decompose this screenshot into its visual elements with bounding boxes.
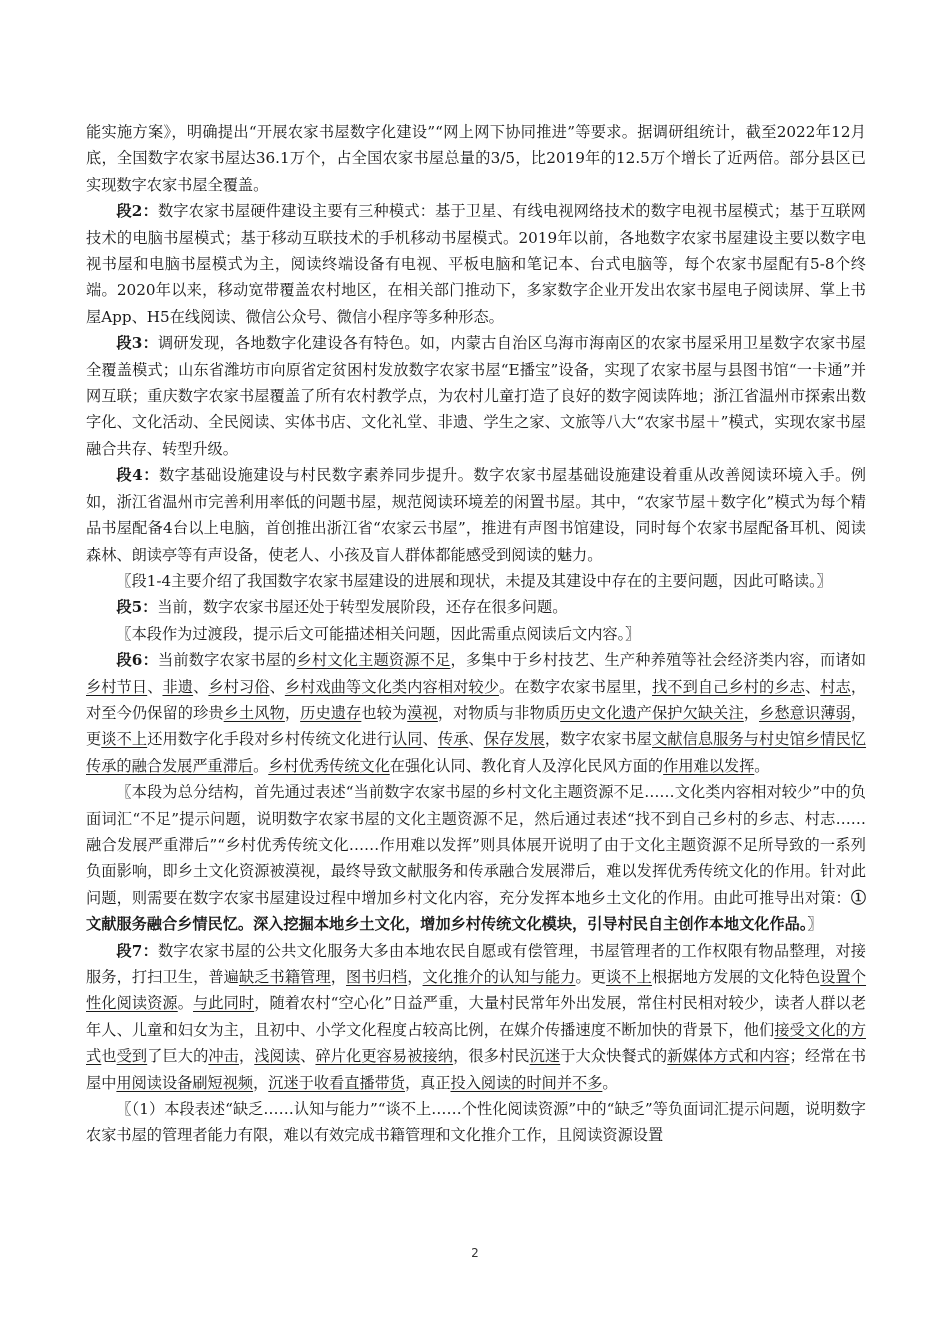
underlined-phrase: 碎片化更容易被接纳 bbox=[315, 1047, 454, 1066]
underlined-phrase: 找不到自己乡村的乡志 bbox=[651, 677, 805, 696]
underlined-phrase: 沉迷于收看直播带货 bbox=[268, 1073, 405, 1092]
underlined-phrase: 村志 bbox=[820, 677, 851, 696]
underlined-phrase: 缺乏书籍管理 bbox=[238, 968, 331, 986]
annotation-5: 〖本段作为过渡段，提示后文可能描述相关问题，因此需重点阅读后文内容。〗 bbox=[116, 624, 641, 643]
paragraph-7: 段7：数字农家书屋的公共文化服务大多由本地农民自愿或有偿管理，书屋管理者的工作权限有物品整理，对接服务，打扫卫生，普遍缺乏书籍管理，图书归档，文化推介的认知与能力。更谈不上根据地方发展的文化特色设置个性化阅读资源。与此同时，随着农村“空心化”日益严重，大量村民常年外出发展，常住村民相对较少，读者人群以老年人、儿童和妇女为主，且初中、小学文化程度占较高比例，在媒介传播速度不断加快的背景下，他们接受文化的方式也受到了巨大的冲击，浅阅读、碎片化更容易被接纳，很多村民沉迷于大众快餐式的新媒体方式和内容；经常在书屋中用阅读设备刷短视频，沉迷于收看直播带货，真正投入阅读的时间并不多。 bbox=[86, 941, 867, 1092]
underlined-phrase: 认同 bbox=[391, 730, 423, 749]
paragraph-label: 段2： bbox=[116, 202, 158, 221]
annotation-6: 〖本段为总分结构，首先通过表述“当前数字农家书屋的乡村文化主题资源不足……文化类内容相对较少”中的负面词汇“不足”提示问题，说明数字农家书屋的文化主题资源不足，然后通过表述“找不到自己乡村的乡志、村志……融合发展严重滞后”“乡村优秀传统文化……作用难以发挥”则具体展开说明了由于文化主题资源不足所导致的一系列负面影响，即乡土文化资源被漠视，最终导致文献服务和传承融合发展滞后，难以发挥优秀传统文化的作用。针对此问题，则需要在数字农家书屋建设过程中增加乡村文化内容，充分发挥本地乡土文化的作用。由此可推导出对策：①文献服务融合乡情民忆。深入挖掘本地乡土文化，增加乡村传统文化模块，引导村民自主创作本地文化作品。〗 bbox=[86, 783, 866, 934]
underlined-phrase: 用阅读设备刷短视频 bbox=[116, 1073, 254, 1092]
countermeasure-highlight: ①文献服务融合乡情民忆。深入挖掘本地乡土文化，增加乡村传统文化模块，引导村民自主创作本地文化作品。 bbox=[86, 888, 866, 934]
underlined-phrase: 谈不上 bbox=[101, 730, 148, 749]
paragraph-2: 段2：数字农家书屋硬件建设主要有三种模式：基于卫星、有线电视网络技术的数字电视书屋模式；基于互联网技术的电脑书屋模式；基于移动互联技术的手机移动书屋模式。2019年以前，各地数字农家书屋建设主要以数字电视书屋和电脑书屋模式为主，阅读终端设备有电视、平板电脑和笔记本、台式电脑等，每个农家书屋配有5-8个终端。2020年以来，移动宽带覆盖农村地区，在相关部门推动下，多家数字企业开发出农家书屋电子阅读屏、掌上书屋App、H5在线阅读、微信公众号、微信小程序等多种形态。 bbox=[86, 202, 866, 326]
underlined-phrase: 受到 bbox=[116, 1047, 148, 1066]
underlined-phrase: 保存发展 bbox=[483, 730, 545, 749]
underlined-phrase: 文献信息服务与村史馆乡情民忆传承的融合发展严重滞后 bbox=[86, 730, 867, 775]
underlined-phrase: 乡村戏曲等文化类内容相对较少 bbox=[284, 677, 500, 696]
underlined-phrase: 接受文化的方式 bbox=[86, 1020, 867, 1066]
underlined-phrase: 浅阅读 bbox=[254, 1047, 301, 1066]
underlined-phrase: 乡愁意识薄弱 bbox=[759, 703, 851, 722]
paragraph-6: 段6：当前数字农家书屋的乡村文化主题资源不足，多集中于乡村技艺、生产种养殖等社会经济类内容，而诸如乡村节日、非遗、乡村习俗、乡村戏曲等文化类内容相对较少。在数字农家书屋里，找不到自己乡村的乡志、村志，对至今仍保留的珍贵乡土风物，历史遗存也较为漠视，对物质与非物质历史文化遗产保护欠缺关注，乡愁意识薄弱，更谈不上还用数字化手段对乡村传统文化进行认同、传承、保存发展，数字农家书屋文献信息服务与村史馆乡情民忆传承的融合发展严重滞后。乡村优秀传统文化在强化认同、教化育人及淳化民风方面的作用难以发挥。 bbox=[86, 651, 867, 775]
underlined-phrase: 投入阅读的时间并不多 bbox=[450, 1073, 603, 1092]
underlined-phrase: 文化推介的认知与能力 bbox=[422, 968, 576, 986]
page-content bbox=[86, 119, 866, 1149]
underlined-phrase: 乡村节日 bbox=[86, 677, 148, 696]
page-number: 2 bbox=[471, 1246, 479, 1260]
annotation-7: 〖（1）本段表述“缺乏……认知与能力”“谈不上……个性化阅读资源”中的“缺乏”等负面词汇提示问题，说明数字农家书屋的管理者能力有限，难以有效完成书籍管理和文化推介工作，且阅读资源设置 bbox=[86, 1100, 866, 1145]
underlined-phrase: 乡土风物 bbox=[223, 703, 285, 722]
underlined-phrase: 历史遗存 bbox=[300, 703, 362, 722]
paragraph-5: 段5：当前，数字农家书屋还处于转型发展阶段，还存在很多问题。 bbox=[116, 598, 568, 617]
underlined-phrase: 非遗 bbox=[162, 677, 194, 696]
paragraph-3: 段3：调研发现，各地数字化建设各有特色。如，内蒙古自治区乌海市海南区的农家书屋采用卫星数字农家书屋全覆盖模式；山东省潍坊市向原省定贫困村发放数字农家书屋“E播宝”设备，实现了农家书屋与县图书馆“一卡通”并网互联；重庆数字农家书屋覆盖了所有农村教学点，为农村儿童打造了良好的数字阅读阵地；浙江省温州市探索出数字化、文化活动、全民阅读、实体书店、文化礼堂、非遗、学生之家、文旅等八大“农家书屋＋”模式，实现农家书屋融合共存、转型升级。 bbox=[86, 334, 866, 458]
underlined-phrase: 图书归档 bbox=[346, 968, 408, 986]
paragraph-label: 段7： bbox=[116, 941, 158, 960]
underlined-phrase: 沉迷 bbox=[529, 1047, 561, 1066]
annotation-1-4: 〖段1-4主要介绍了我国数字农家书屋建设的进展和现状，未提及其建设中存在的主要问题，因此可略读。〗 bbox=[116, 571, 832, 590]
underlined-phrase: 传承 bbox=[437, 730, 469, 749]
paragraph-label: 段4： bbox=[116, 466, 159, 485]
underlined-phrase: 设置个性化阅读资源 bbox=[86, 968, 867, 1013]
underlined-phrase: 历史文化遗产保护欠缺关注 bbox=[560, 703, 744, 722]
underlined-phrase: 谈不上 bbox=[606, 968, 652, 986]
underlined-phrase: 乡村习俗 bbox=[208, 677, 270, 696]
underlined-phrase: 漠视 bbox=[407, 703, 438, 722]
underlined-phrase: 新媒体方式和内容 bbox=[667, 1047, 790, 1066]
paragraph-4: 段4：数字基础设施建设与村民数字素养同步提升。数字农家书屋基础设施建设着重从改善阅读环境入手。例如，浙江省温州市完善利用率低的问题书屋，规范阅读环境差的闲置书屋。其中，“农家节屋＋数字化”模式为每个精品书屋配备4台以上电脑，首创推出浙江省“农家云书屋”，推进有声图书馆建设，同时每个农家书屋配备耳机、阅读森林、朗读亭等有声设备，使老人、小孩及盲人群体都能感受到阅读的魅力。 bbox=[86, 466, 866, 564]
underlined-phrase: 冲击 bbox=[208, 1047, 239, 1066]
underlined-phrase: 乡村文化主题资源不足 bbox=[296, 651, 451, 670]
paragraph-label: 段6： bbox=[116, 651, 158, 670]
paragraph-continued: 能实施方案》，明确提出“开展农家书屋数字化建设”“网上网下协同推进”等要求。据调研组统计，截至2022年12月底，全国数字农家书屋达36.1万个，占全国农家书屋总量的3/5，比2019年的12.5万个增长了近两倍。部分县区已实现数字农家书屋全覆盖。 bbox=[86, 123, 866, 194]
underlined-phrase: 作用难以发挥 bbox=[663, 756, 755, 775]
underlined-phrase: 与此同时 bbox=[193, 994, 255, 1013]
underlined-phrase: 乡村优秀传统文化 bbox=[268, 756, 390, 775]
paragraph-label: 段3： bbox=[116, 334, 158, 353]
paragraph-label: 段5： bbox=[116, 598, 158, 617]
